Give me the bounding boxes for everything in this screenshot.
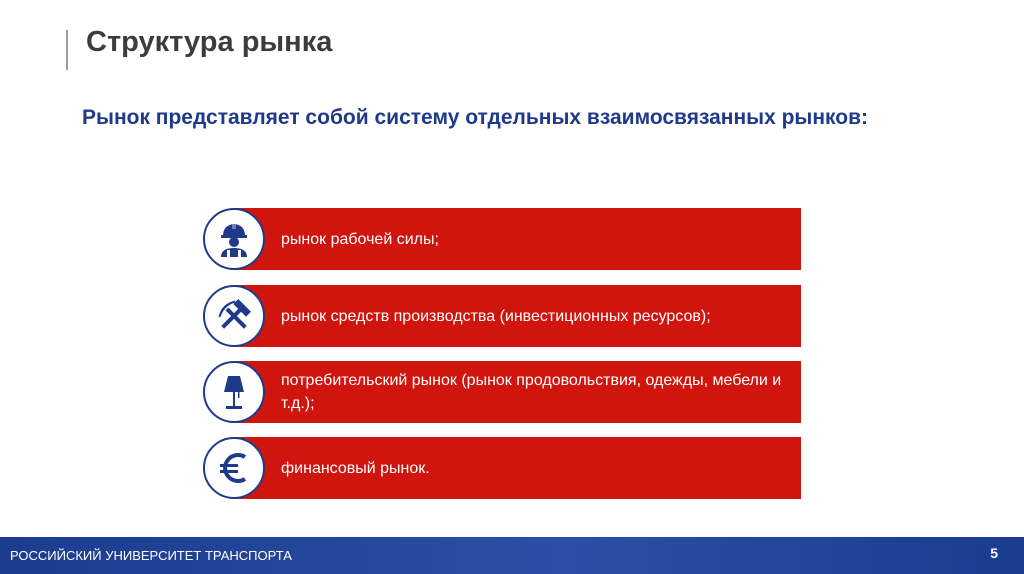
item-label: финансовый рынок.: [281, 459, 430, 477]
list-item: [203, 361, 801, 423]
list-item: [203, 285, 801, 347]
hammer-pickaxe-icon: [203, 285, 265, 347]
item-label: потребительский рынок (рынок продовольствия, одежды, мебели и т.д.);: [281, 372, 782, 412]
slide-subtitle: Рынок представляет собой систему отдельных взаимосвязанных рынков:: [82, 106, 869, 129]
worker-helmet-icon: [203, 208, 265, 270]
lamp-icon: [203, 361, 265, 423]
list-item: [203, 208, 801, 270]
page-number: 5: [990, 545, 998, 561]
organization-name: РОССИЙСКИЙ УНИВЕРСИТЕТ ТРАНСПОРТА: [10, 548, 292, 563]
item-label: рынок рабочей силы;: [281, 230, 439, 248]
footer-bar: [0, 537, 1024, 574]
euro-icon: [203, 437, 265, 499]
title-accent-bar: [66, 30, 68, 70]
item-label: рынок средств производства (инвестиционных ресурсов);: [281, 307, 711, 325]
slide-title: Структура рынка: [86, 26, 333, 58]
list-item: [203, 437, 801, 499]
